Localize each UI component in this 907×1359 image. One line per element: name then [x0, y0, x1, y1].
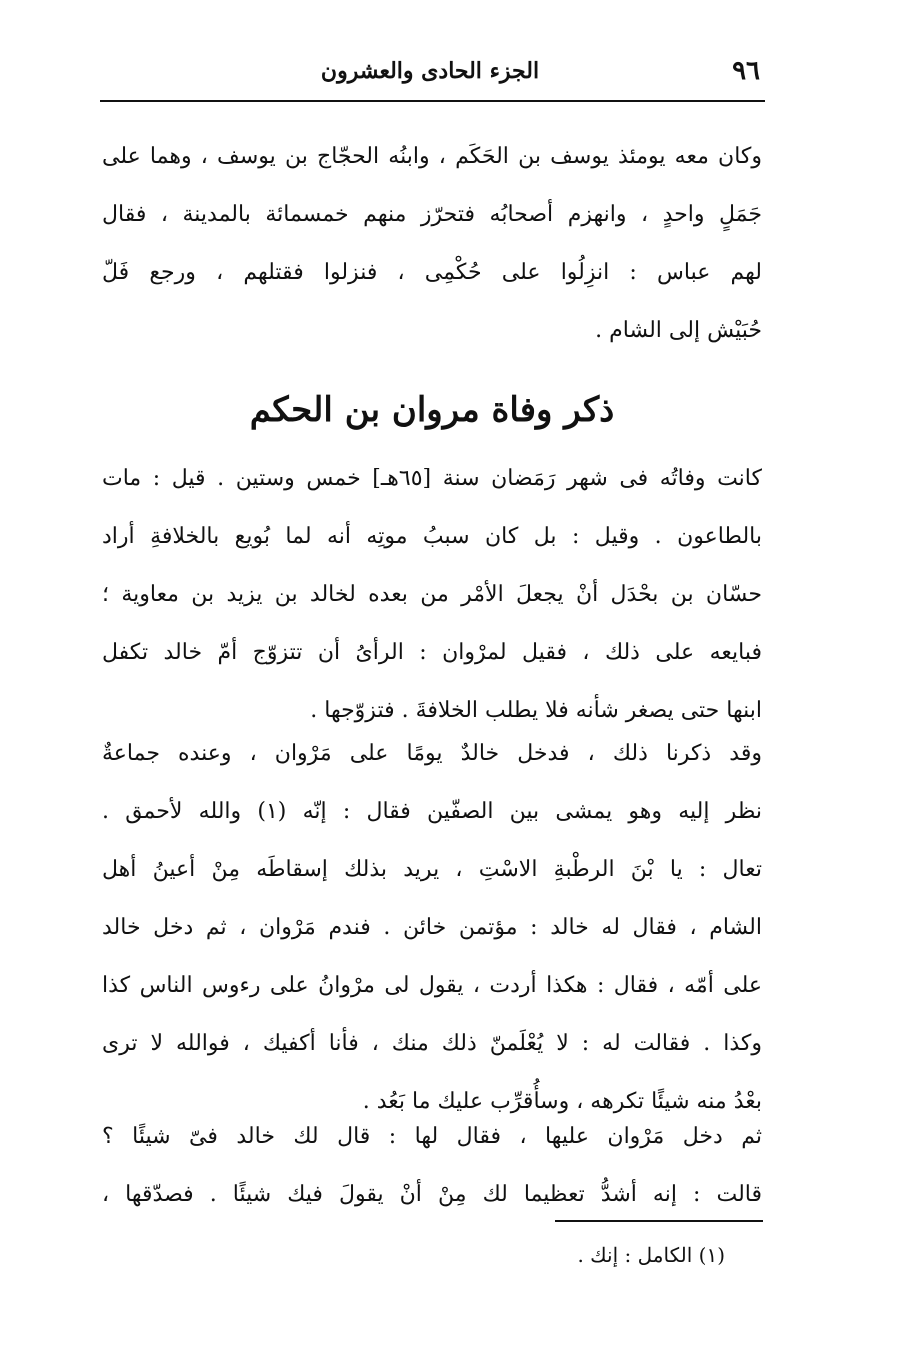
text-line: كانت وفاتُه فى شهر رَمَضان سنة [٦٥هـ] خمس وستين . قيل : مات — [102, 466, 762, 491]
paragraph-4 — [102, 1108, 762, 1224]
text-line: تعال : يا بْنَ الرطْبةِ الاسْتِ ، يريد بذلك إسقاطَه مِنْ أعينُ أهل — [102, 857, 762, 882]
text-line: فبايعه على ذلك ، فقيل لمرْوان : الرأىُ أن تتزوّج أمّ خالد تكفل — [102, 640, 762, 665]
header-rule — [100, 100, 765, 102]
paragraph-2 — [102, 450, 762, 740]
text-line: حُبَيْش إلى الشام . — [595, 318, 762, 343]
text-line: الشام ، فقال له خالد : مؤتمن خائن . فندم مَرْوان ، ثم دخل خالد — [102, 915, 762, 940]
text-line: بالطاعون . وقيل : بل كان سببُ موتِه أنه لما بُويع بالخلافةِ أراد — [102, 524, 762, 549]
footnote-rule — [555, 1220, 763, 1222]
text-line: وكان معه يومئذ يوسف بن الحَكَم ، وابنُه الحجّاج بن يوسف ، وهما على — [102, 144, 762, 169]
text-line: قالت : إنه أشدُّ تعظيما لك مِنْ أنْ يقولَ فيك شيئًا . فصدّقها ، — [102, 1182, 762, 1207]
section-title: ذكر وفاة مروان بن الحكم — [249, 390, 615, 430]
page-number: ٩٦ — [732, 56, 760, 86]
text-line: ابنها حتى يصغر شأنه فلا يطلب الخلافةَ . فتزوّجها . — [310, 698, 762, 723]
text-line: لهم عباس : انزِلُوا على حُكْمِى ، فنزلوا فقتلهم ، ورجع فَلّ — [102, 260, 762, 285]
text-line: وقد ذكرنا ذلك ، فدخل خالدٌ يومًا على مَرْوان ، وعنده جماعةٌ — [102, 741, 762, 766]
paragraph-3 — [102, 725, 762, 1131]
text-line: جَمَلٍ واحدٍ ، وانهزم أصحابُه فتحرّز منهم خمسمائة بالمدينة ، فقال — [102, 202, 762, 227]
paragraph-1 — [102, 128, 762, 360]
text-line: وكذا . فقالت له : لا يُعْلَمنّ ذلك منك ، فأنا أكفيك ، فوالله لا ترى — [102, 1031, 762, 1056]
text-line: بعْدُ منه شيئًا تكرهه ، وسأُقرِّب عليك ما بَعُد . — [362, 1089, 762, 1114]
running-title: الجزء الحادى والعشرون — [320, 58, 540, 84]
footnote: (١) الكامل : إنك . — [577, 1243, 725, 1267]
text-line: حسّان بن بحْدَل أنْ يجعلَ الأمْر من بعده لخالد بن يزيد بن معاوية ؛ — [102, 582, 762, 607]
text-line: ثم دخل مَرْوان عليها ، فقال لها : قال لك خالد فىّ شيئًا ؟ — [102, 1124, 762, 1149]
text-line: على أمّه ، فقال : هكذا أردت ، يقول لى مرْوانُ على رءوس الناس كذا — [102, 973, 762, 998]
page-header — [100, 52, 760, 96]
text-line: نظر إليه وهو يمشى بين الصفّين فقال : إنّه (١) والله لأحمق . — [102, 799, 762, 824]
